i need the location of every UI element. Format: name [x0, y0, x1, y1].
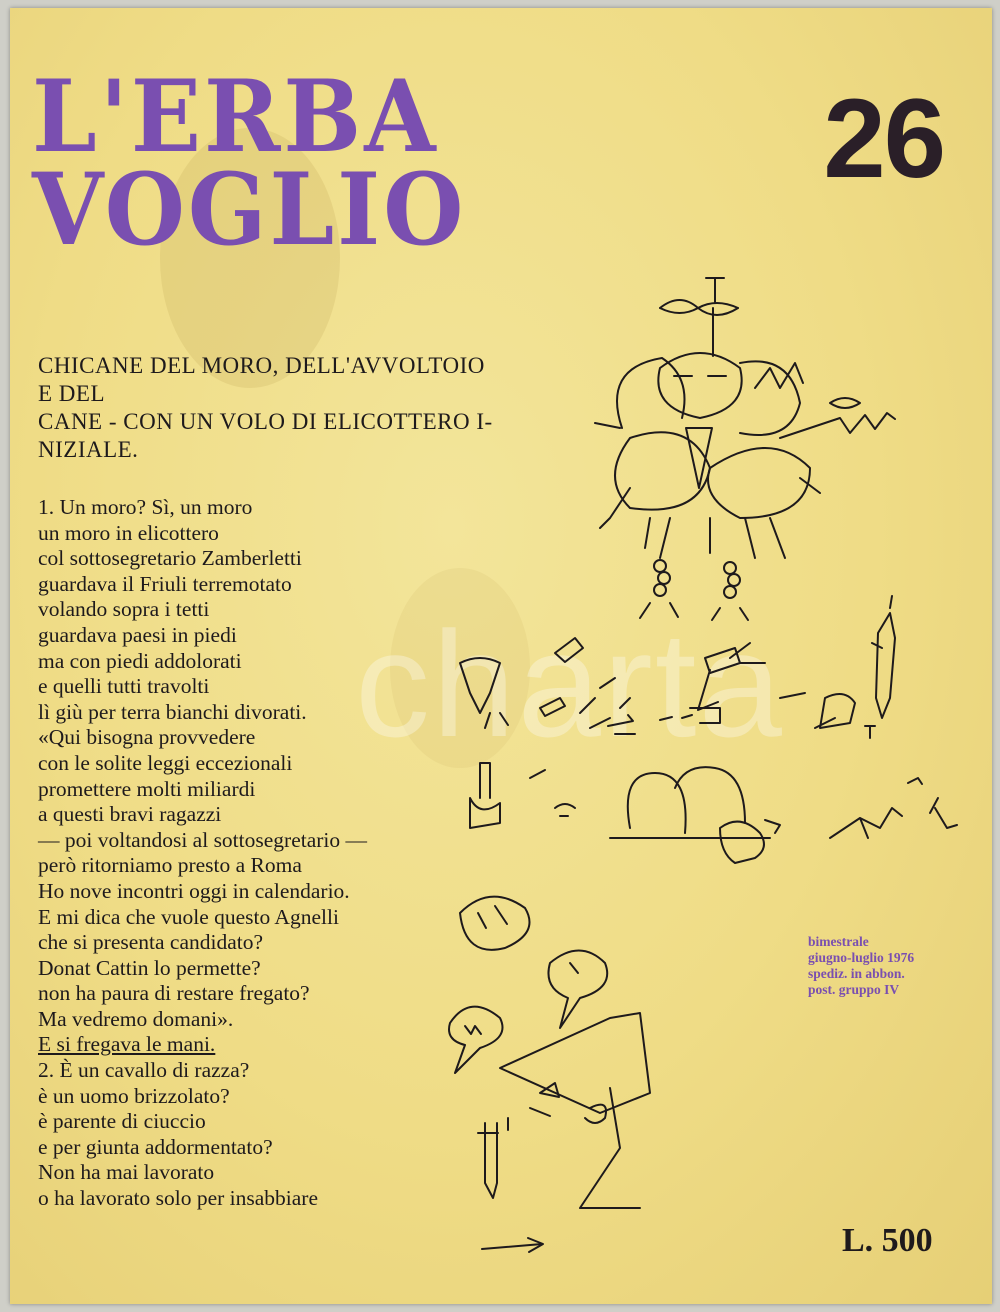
headline-line: E DEL	[38, 381, 106, 406]
magazine-cover	[10, 8, 992, 1304]
poem-line: volando sopra i tetti	[38, 597, 210, 622]
sleeping-figures-drawing	[470, 763, 957, 863]
publication-period: giugno-luglio 1976	[808, 950, 915, 965]
poem-line: non ha paura di restare fregato?	[38, 981, 310, 1006]
poem-line: e quelli tutti travolti	[38, 674, 210, 699]
publication-shipping: spediz. in abbon.	[808, 966, 905, 981]
poem-line: ma con piedi addolorati	[38, 648, 242, 673]
poem-line: Ho nove incontri oggi in calendario.	[38, 878, 350, 903]
helicopter-figure-drawing	[595, 278, 895, 620]
poem-line: «Qui bisogna provvedere	[38, 725, 256, 750]
poem-line: e per giunta addormentato?	[38, 1134, 273, 1159]
poem-line: Ma vedremo domani».	[38, 1006, 234, 1031]
poem-line: 1. Un moro? Sì, un moro	[38, 495, 253, 519]
poem-line: guardava paesi in piedi	[38, 622, 237, 647]
poem-line: è parente di ciuccio	[38, 1109, 206, 1134]
issue-number: 26	[823, 76, 944, 201]
headline-line: CANE - CON UN VOLO DI ELICOTTERO I-	[38, 409, 493, 434]
poem-line: col sottosegretario Zamberletti	[38, 546, 302, 571]
poem-line: è un uomo brizzolato?	[38, 1083, 230, 1108]
poem-line: con le solite leggi eccezionali	[38, 750, 293, 775]
poem-line: Non ha mai lavorato	[38, 1160, 215, 1185]
watermark: charta	[355, 600, 784, 768]
poem-line: promettere molti miliardi	[38, 776, 256, 801]
poem-line: — poi voltandosi al sottosegretario —	[38, 827, 368, 852]
poem-line: un moro in elicottero	[38, 520, 219, 545]
poem-line: Donat Cattin lo permette?	[38, 955, 261, 980]
cover-price: L. 500	[842, 1222, 933, 1259]
poem-line: a questi bravi ragazzi	[38, 802, 222, 827]
poem-line: 2. È un cavallo di razza?	[38, 1058, 250, 1083]
masthead-line-1: L'ERBA	[32, 58, 439, 175]
poem-line: E si fregava le mani.	[38, 1032, 216, 1057]
poem-line: però ritorniamo presto a Roma	[38, 853, 302, 878]
line-drawing-illustration	[10, 8, 992, 1304]
headline-line: CHICANE DEL MORO, DELL'AVVOLTOIO	[38, 353, 485, 378]
publication-frequency: bimestrale	[808, 934, 869, 949]
arrow-icon	[482, 1238, 543, 1252]
poem-line: guardava il Friuli terremotato	[38, 571, 292, 596]
masthead-line-2: VOGLIO	[32, 151, 467, 268]
speaking-figure-drawing	[449, 897, 650, 1208]
headline-line: NIZIALE.	[38, 437, 139, 462]
publication-postal-group: post. gruppo IV	[808, 982, 900, 997]
poem-line: o ha lavorato solo per insabbiare	[38, 1186, 319, 1211]
poem-line: E mi dica che vuole questo Agnelli	[38, 904, 339, 929]
poem-line: lì giù per terra bianchi divorati.	[38, 699, 307, 724]
poem-line: che si presenta candidato?	[38, 930, 264, 955]
